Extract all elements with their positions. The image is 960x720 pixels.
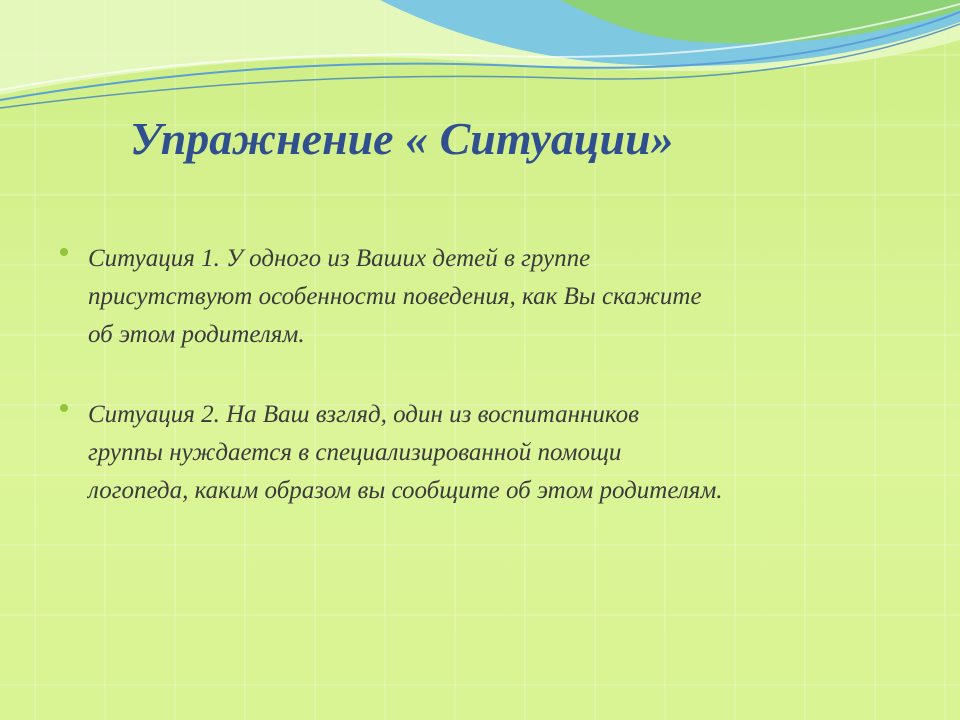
slide-title: Упражнение « Ситуации» — [130, 113, 674, 164]
bullet-line: присутствуют особенности поведения, как Вы скажите — [88, 283, 702, 310]
bullet-item-situation-2 — [60, 396, 920, 510]
bullet-line: группы нуждается в специализированной помощи — [88, 439, 622, 466]
bullet-dot-icon — [60, 248, 68, 256]
bullet-text — [88, 240, 920, 354]
bullet-line: логопеда, каким образом вы сообщите об этом родителям. — [88, 477, 723, 504]
bullet-list — [60, 240, 920, 552]
header-wave-decoration — [0, 0, 960, 130]
bullet-dot-icon — [60, 404, 68, 412]
bullet-line: Ситуация 1. У одного из Ваших детей в группе — [88, 245, 591, 272]
bullet-line: об этом родителям. — [88, 321, 305, 348]
bullet-item-situation-1 — [60, 240, 920, 354]
bullet-text — [88, 396, 920, 510]
bullet-line: Ситуация 2. На Ваш взгляд, один из воспитанников — [88, 401, 639, 428]
